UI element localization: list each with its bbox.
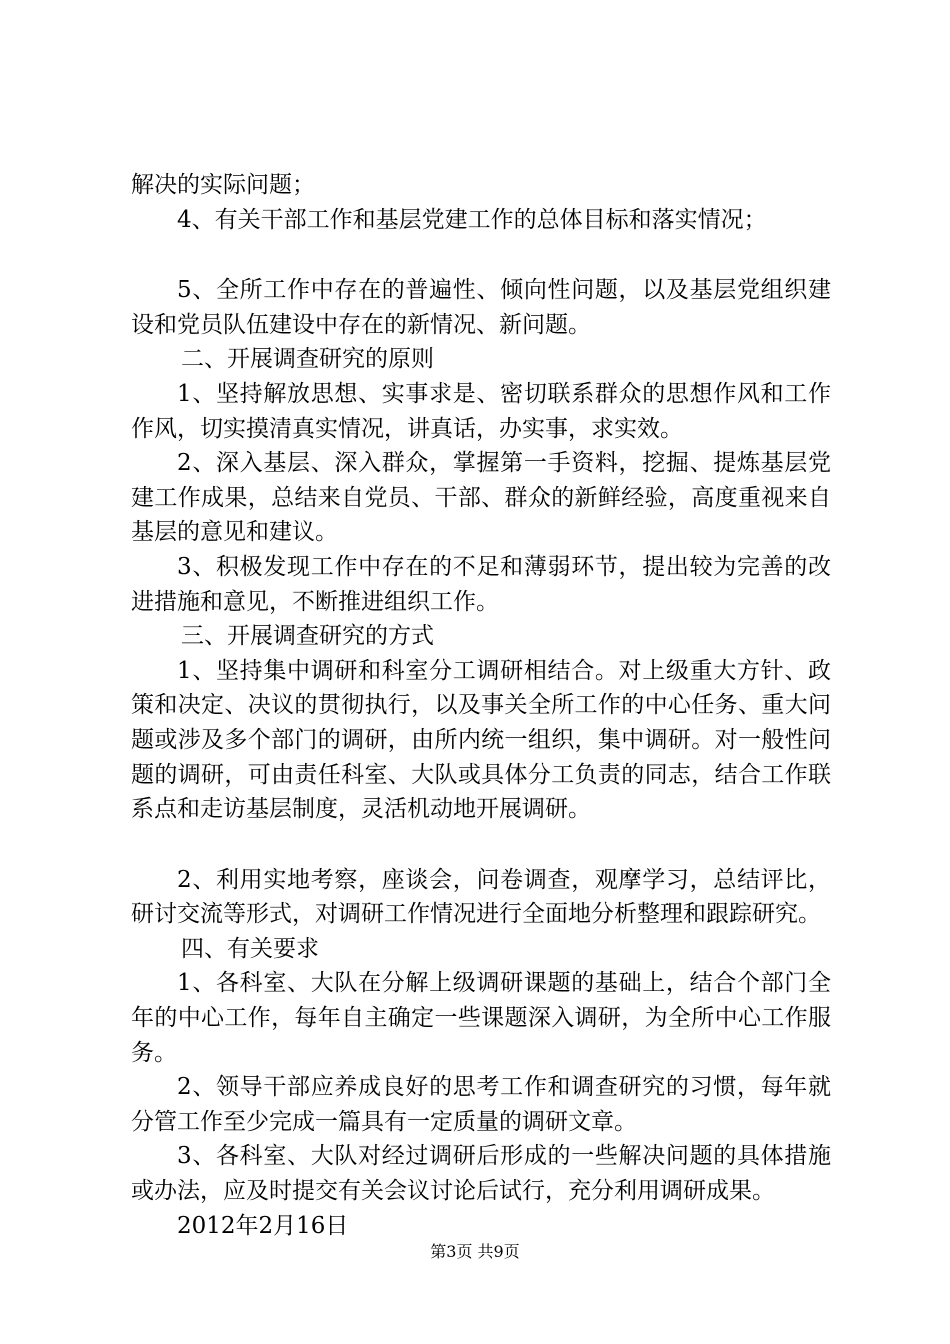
principle-item-1: 1、坚持解放思想、实事求是、密切联系群众的思想作风和工作作风，切实摸清真实情况，讲真话，办实事，求实效。 [131,380,831,442]
page-number-label: 第3页 共9页 [430,1242,520,1261]
paragraph-gap [131,827,831,863]
method-item-2: 2、利用实地考察，座谈会，问卷调查，观摩学习，总结评比，研讨交流等形式，对调研工作情况进行全面地分析整理和跟踪研究。 [131,866,831,928]
paragraph-continuation: 解决的实际问题； [131,172,315,198]
requirement-item-3: 3、各科室、大队对经过调研后形成的一些解决问题的具体措施或办法，应及时提交有关会议讨论后试行，充分利用调研成果。 [131,1143,831,1205]
paragraph-gap [131,237,831,273]
document-body [131,168,831,1243]
document-date: 2012年2月16日 [177,1212,349,1239]
page-footer [0,1240,950,1264]
section-heading-requirements: 四、有关要求 [181,935,319,962]
requirement-item-2: 2、领导干部应养成良好的思考工作和调查研究的习惯，每年就分管工作至少完成一篇具有一定质量的调研文章。 [131,1074,831,1135]
principle-item-3: 3、积极发现工作中存在的不足和薄弱环节，提出较为完善的改进措施和意见，不断推进组织工作。 [131,553,831,615]
principle-item-2: 2、深入基层、深入群众，掌握第一手资料，挖掘、提炼基层党建工作成果，总结来自党员、干部、群众的新鲜经验，高度重视来自基层的意见和建议。 [131,450,831,546]
section-heading-methods: 三、开展调查研究的方式 [181,623,434,650]
requirement-item-1: 1、各科室、大队在分解上级调研课题的基础上，结合个部门全年的中心工作，每年自主确定一些课题深入调研，为全所中心工作服务。 [131,970,831,1066]
method-item-1: 1、坚持集中调研和科室分工调研相结合。对上级重大方针、政策和决定、决议的贯彻执行，以及事关全所工作的中心任务、重大问题或涉及多个部门的调研，由所内统一组织，集中调研。对一般性问题的调研，可由责任科室、大队或具体分工负责的同志，结合工作联系点和走访基层制度，灵活机动地开展调研。 [131,657,831,823]
section-heading-principles: 二、开展调查研究的原则 [181,346,434,373]
paragraph-item-4: 4、有关干部工作和基层党建工作的总体目标和落实情况； [177,206,767,233]
paragraph-item-5: 5、全所工作中存在的普遍性、倾向性问题，以及基层党组织建设和党员队伍建设中存在的新情况、新问题。 [131,277,831,338]
